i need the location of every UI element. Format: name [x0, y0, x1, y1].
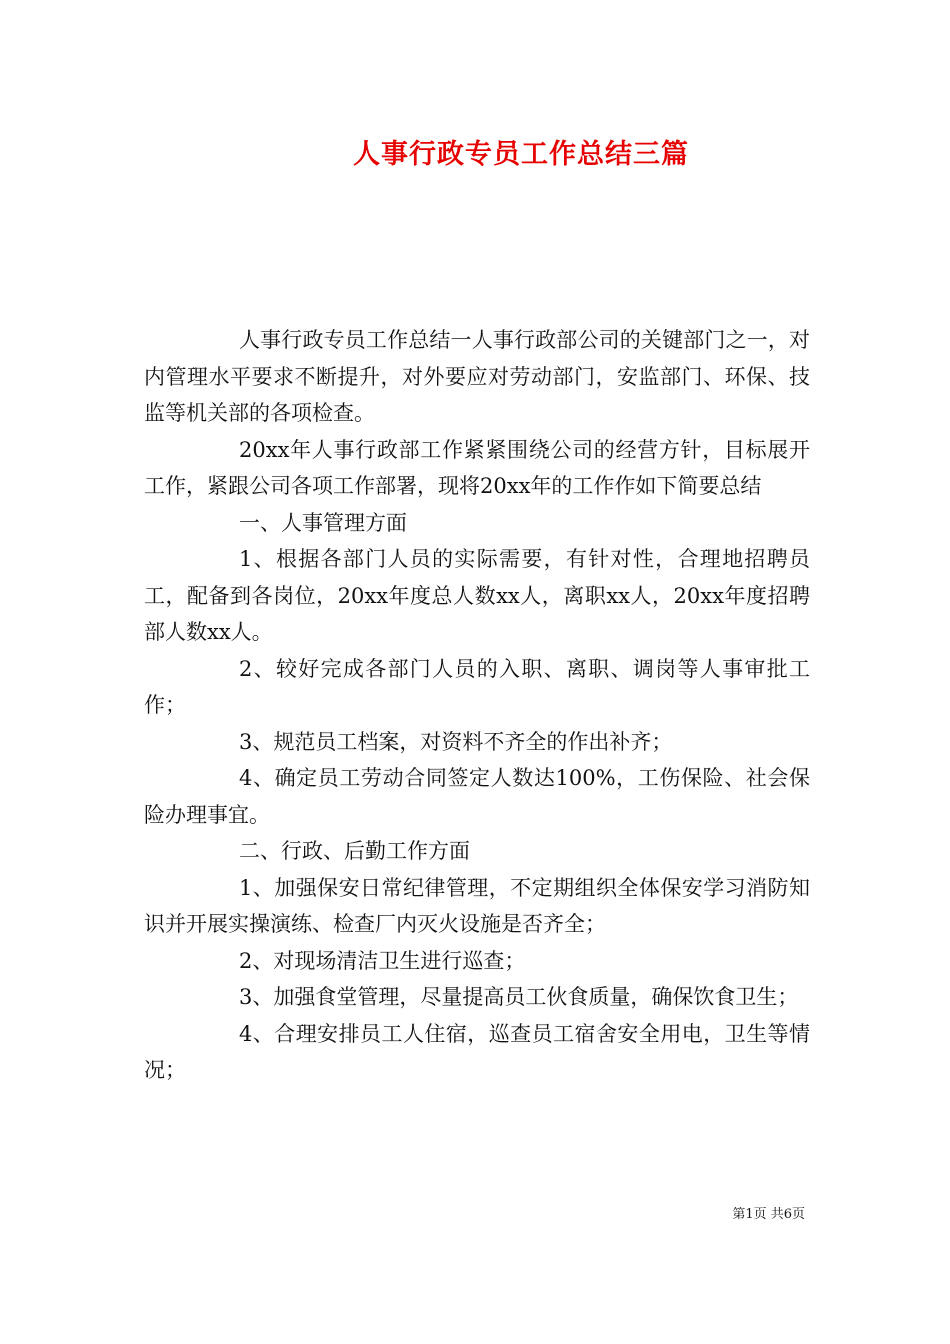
list-item: 3、规范员工档案，对资料不齐全的作出补齐；: [239, 729, 673, 754]
list-item: 1、根据各部门人员的实际需要，有针对性，合理地招聘员工，配备到各岗位，20xx年度总人数xx人，离职xx人，20xx年度招聘部人数xx人。: [144, 547, 810, 644]
document-body: [144, 322, 810, 1089]
page-number: 第1页 共6页: [732, 1207, 805, 1222]
list-item: 2、对现场清洁卫生进行巡查；: [239, 948, 526, 973]
list-item: 3、加强食堂管理，尽量提高员工伙食质量，确保饮食卫生；: [239, 985, 799, 1009]
list-item: 2、较好完成各部门人员的入职、离职、调岗等人事审批工作；: [144, 656, 810, 717]
section-heading: 一、人事管理方面: [239, 510, 407, 535]
document-title: 人事行政专员工作总结三篇: [353, 139, 689, 170]
list-item: 4、合理安排员工人住宿，巡查员工宿舍安全用电，卫生等情况；: [144, 1021, 810, 1082]
paragraph: 人事行政专员工作总结一人事行政部公司的关键部门之一，对内管理水平要求不断提升，对外要应对劳动部门，安监部门、环保、技监等机关部的各项检查。: [144, 328, 810, 425]
list-item: 4、确定员工劳动合同签定人数达100%，工伤保险、社会保险办理事宜。: [144, 766, 810, 827]
list-item: 1、加强保安日常纪律管理，不定期组织全体保安学习消防知识并开展实操演练、检查厂内灭火设施是否齐全；: [144, 875, 810, 936]
paragraph: 20xx年人事行政部工作紧紧围绕公司的经营方针，目标展开工作，紧跟公司各项工作部署，现将20xx年的工作作如下简要总结: [144, 437, 810, 498]
section-heading: 二、行政、后勤工作方面: [239, 839, 470, 863]
